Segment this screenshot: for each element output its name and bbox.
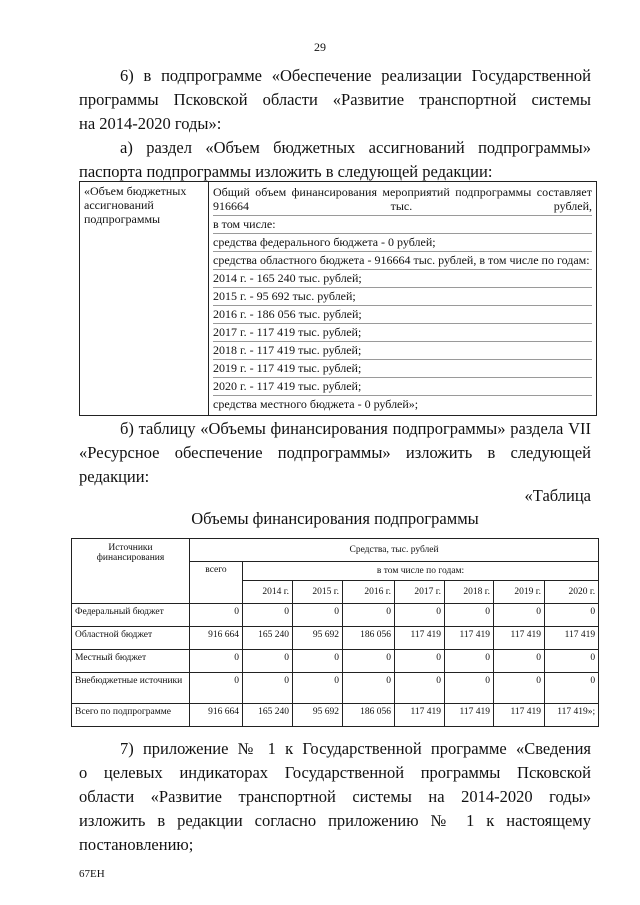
table-row xyxy=(72,627,599,650)
para-a-line-2: паспорта подпрограммы изложить в следующей редакции: xyxy=(79,162,493,181)
table-row xyxy=(72,650,599,673)
cell-value: 0 xyxy=(343,650,395,673)
page-number: 29 xyxy=(314,40,326,54)
passport-line: Общий объем финансирования мероприятий подпрограммы составляет 916664 тыс. рублей, xyxy=(213,184,592,216)
para-7-line-2: о целевых индикаторах Государственной программы Псковской xyxy=(79,763,591,782)
para-7-line-3: области «Развитие транспортной системы на 2014-2020 годы» xyxy=(79,787,591,806)
cell-value: 0 xyxy=(445,650,494,673)
table-title: Объемы финансирования подпрограммы xyxy=(191,509,479,528)
cell-value: 117 419 xyxy=(445,704,494,727)
cell-value: 0 xyxy=(243,650,293,673)
cell-value: 0 xyxy=(494,604,545,627)
passport-line: 2018 г. - 117 419 тыс. рублей; xyxy=(213,342,592,360)
passport-line: средства федерального бюджета - 0 рублей; xyxy=(213,234,592,252)
table-row xyxy=(72,604,599,627)
cell-value: 117 419»; xyxy=(545,704,599,727)
cell-value: 0 xyxy=(445,604,494,627)
header-by-years: в том числе по годам: xyxy=(243,562,599,581)
cell-value: 916 664 xyxy=(190,704,243,727)
cell-value: 95 692 xyxy=(293,627,343,650)
header-year: 2017 г. xyxy=(395,581,445,604)
cell-value: 117 419 xyxy=(445,627,494,650)
row-source: Местный бюджет xyxy=(72,650,190,673)
cell-value: 0 xyxy=(190,650,243,673)
cell-value: 0 xyxy=(395,673,445,704)
table-row xyxy=(72,673,599,704)
row-source: Федеральный бюджет xyxy=(72,604,190,627)
passport-line: в том числе: xyxy=(213,216,592,234)
para-a-line-1: а) раздел «Объем бюджетных ассигнований подпрограммы» xyxy=(120,138,591,157)
header-total: всего xyxy=(190,562,243,604)
cell-value: 0 xyxy=(545,673,599,704)
row-source: Всего по подпрограмме xyxy=(72,704,190,727)
cell-value: 0 xyxy=(395,604,445,627)
passport-line: средства местного бюджета - 0 рублей»; xyxy=(213,397,419,411)
header-year: 2020 г. xyxy=(545,581,599,604)
para-6-line-1: 6) в подпрограмме «Обеспечение реализации Государственной xyxy=(120,66,591,85)
cell-value: 117 419 xyxy=(545,627,599,650)
cell-value: 117 419 xyxy=(494,627,545,650)
footer-code: 67ЕН xyxy=(79,868,105,880)
para-b-line-3: редакции: xyxy=(79,467,150,486)
para-6-line-3: на 2014-2020 годы»: xyxy=(79,114,222,133)
cell-value: 0 xyxy=(293,673,343,704)
funding-table xyxy=(71,538,599,727)
para-b-line-1: б) таблицу «Объемы финансирования подпрограммы» раздела VII xyxy=(120,419,591,438)
cell-value: 0 xyxy=(190,673,243,704)
para-7-line-4: изложить в редакции согласно приложению № 1 к настоящему xyxy=(79,811,591,830)
cell-value: 916 664 xyxy=(190,627,243,650)
header-year: 2019 г. xyxy=(494,581,545,604)
cell-value: 0 xyxy=(395,650,445,673)
para-7-line-5: постановлению; xyxy=(79,835,194,854)
cell-value: 0 xyxy=(545,650,599,673)
header-year: 2016 г. xyxy=(343,581,395,604)
cell-value: 165 240 xyxy=(243,627,293,650)
cell-value: 0 xyxy=(494,673,545,704)
para-7-line-1: 7) приложение № 1 к Государственной программе «Сведения xyxy=(120,739,591,758)
header-sources: Источники финансирования xyxy=(72,539,190,604)
cell-value: 0 xyxy=(293,650,343,673)
cell-value: 117 419 xyxy=(395,627,445,650)
header-funds: Средства, тыс. рублей xyxy=(190,539,599,562)
para-6-line-2: программы Псковской области «Развитие транспортной системы xyxy=(79,90,591,109)
passport-line: 2020 г. - 117 419 тыс. рублей; xyxy=(213,378,592,396)
passport-line: 2019 г. - 117 419 тыс. рублей; xyxy=(213,360,592,378)
cell-value: 0 xyxy=(243,673,293,704)
cell-value: 117 419 xyxy=(494,704,545,727)
cell-value: 0 xyxy=(343,604,395,627)
passport-budget-table xyxy=(79,181,597,416)
passport-label: «Объем бюджетных ассигнований подпрограммы xyxy=(80,182,209,416)
cell-value: 0 xyxy=(445,673,494,704)
passport-line: 2014 г. - 165 240 тыс. рублей; xyxy=(213,270,592,288)
passport-line: средства областного бюджета - 916664 тыс. рублей, в том числе по годам: xyxy=(213,252,592,270)
passport-content xyxy=(209,182,597,416)
row-source: Внебюджетные источники xyxy=(72,673,190,704)
cell-value: 0 xyxy=(494,650,545,673)
row-source: Областной бюджет xyxy=(72,627,190,650)
cell-value: 186 056 xyxy=(343,704,395,727)
cell-value: 0 xyxy=(243,604,293,627)
cell-value: 165 240 xyxy=(243,704,293,727)
header-year: 2015 г. xyxy=(293,581,343,604)
header-year: 2014 г. xyxy=(243,581,293,604)
header-year: 2018 г. xyxy=(445,581,494,604)
passport-line: 2017 г. - 117 419 тыс. рублей; xyxy=(213,324,592,342)
cell-value: 117 419 xyxy=(395,704,445,727)
cell-value: 0 xyxy=(343,673,395,704)
table-row xyxy=(72,704,599,727)
para-b-line-2: «Ресурсное обеспечение подпрограммы» изложить в следующей xyxy=(79,443,591,462)
cell-value: 95 692 xyxy=(293,704,343,727)
cell-value: 0 xyxy=(545,604,599,627)
cell-value: 0 xyxy=(293,604,343,627)
passport-line: 2016 г. - 186 056 тыс. рублей; xyxy=(213,306,592,324)
cell-value: 0 xyxy=(190,604,243,627)
table-caption: «Таблица xyxy=(524,486,591,505)
cell-value: 186 056 xyxy=(343,627,395,650)
passport-line: 2015 г. - 95 692 тыс. рублей; xyxy=(213,288,592,306)
